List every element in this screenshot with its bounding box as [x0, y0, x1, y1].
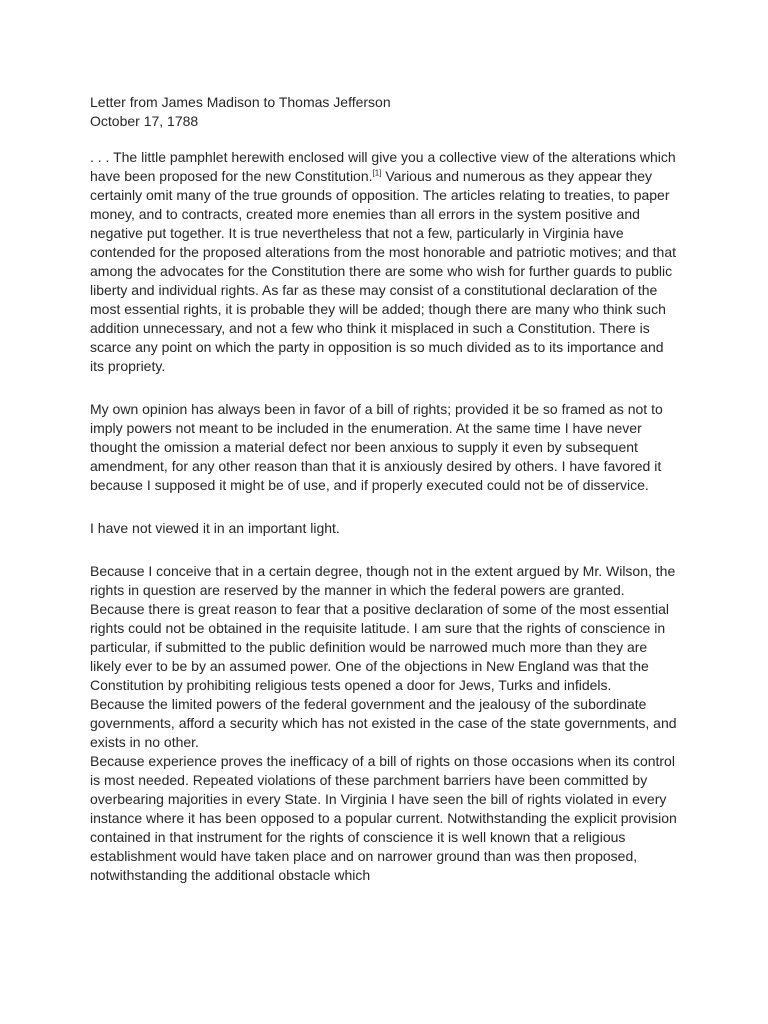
reason-2: Because there is great reason to fear that a positive declaration of some of the most essential rights could not be obtained in the requisite latitude. I am sure that the rights of conscience in particular, if submitted to the public definition would be narrowed much more than they are likely ever to be by an assumed power. One of the objections in New England was that the Constitution by prohibiting religious tests opened a door for Jews, Turks and infidels. — [90, 601, 669, 693]
reason-3: Because the limited powers of the federal government and the jealousy of the subordinate governments, afford a security which has not existed in the case of the state governments, and exists in no other. — [90, 696, 677, 750]
document-page — [90, 93, 678, 885]
paragraph-1 — [90, 148, 678, 376]
paragraph-1-text-a: . . . The little pamphlet herewith enclosed will give you a collective view of the alterations which have been proposed for the new Constitution. — [90, 149, 676, 184]
paragraph-2: My own opinion has always been in favor of a bill of rights; provided it be so framed as not to imply powers not meant to be included in the enumeration. At the same time I have never thought the omission a material defect nor been anxious to supply it even by subsequent amendment, for any other reason than that it is anxiously desired by others. I have favored it because I supposed it might be of use, and if properly executed could not be of disservice. — [90, 401, 663, 493]
letter-header — [90, 93, 678, 131]
paragraph-3: I have not viewed it in an important light. — [90, 520, 340, 536]
paragraph-1-text-b: Various and numerous as they appear they certainly omit many of the true grounds of opposition. The articles relating to treaties, to paper money, and to contracts, created more enemies than all errors in the system positive and negative put together. It is true nevertheless that not a few, particularly in Virginia have contended for the proposed alterations from the most honorable and patriotic motives; and that among the advocates for the Constitution there are some who wish for further guards to public liberty and individual rights. As far as these may consist of a constitutional declaration of the most essential rights, it is probable they will be added; though there are many who think such addition unnecessary, and not a few who think it misplaced in such a Constitution. There is scarce any point on which the party in opposition is so much divided as to its importance and its propriety. — [90, 168, 677, 374]
reason-4: Because experience proves the inefficacy of a bill of rights on those occasions when its control is most needed. Repeated violations of these parchment barriers have been committed by overbearing majorities in every State. In Virginia I have seen the bill of rights violated in every instance where it has been opposed to a popular current. Notwithstanding the explicit provision contained in that instrument for the rights of conscience it is well known that a religious establishment would have taken place and on narrower ground than was then proposed, notwithstanding the additional obstacle which — [90, 753, 677, 883]
letter-date: October 17, 1788 — [90, 113, 199, 129]
footnote-link[interactable]: [1] — [372, 168, 382, 178]
letter-title: Letter from James Madison to Thomas Jefferson — [90, 94, 391, 110]
reason-1: Because I conceive that in a certain degree, though not in the extent argued by Mr. Wilson, the rights in question are reserved by the manner in which the federal powers are granted. — [90, 563, 676, 598]
